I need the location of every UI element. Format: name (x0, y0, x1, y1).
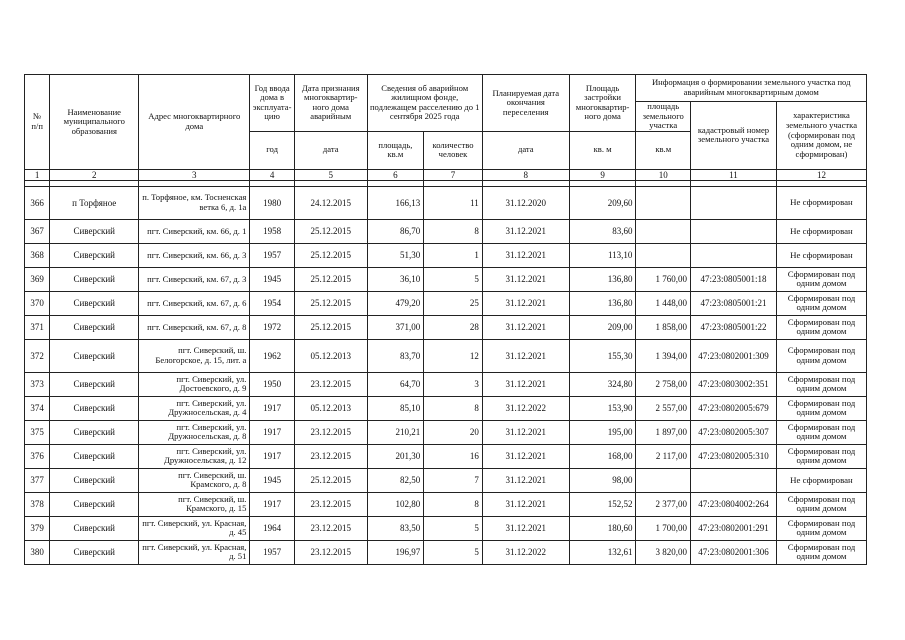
cadastral-number-cell (691, 243, 777, 267)
built-area-cell: 113,10 (569, 243, 636, 267)
people-count-cell: 25 (424, 291, 483, 315)
recognition-date-cell: 23.12.2015 (294, 516, 367, 540)
address-cell: пгт. Сиверский, ул. Достоевского, д. 9 (139, 372, 250, 396)
recognition-date-cell: 23.12.2015 (294, 492, 367, 516)
header-sub-date2: дата (482, 131, 569, 169)
year-cell: 1962 (250, 339, 294, 372)
people-count-cell: 16 (424, 444, 483, 468)
land-area-cell: 1 448,00 (636, 291, 691, 315)
column-number: 3 (139, 169, 250, 180)
built-area-cell: 132,61 (569, 540, 636, 564)
people-count-cell: 5 (424, 540, 483, 564)
table-row (25, 339, 867, 372)
recognition-date-cell: 25.12.2015 (294, 267, 367, 291)
municipality-cell: Сиверский (50, 243, 139, 267)
land-area-cell: 2 377,00 (636, 492, 691, 516)
cadastral-number-cell: 47:23:0802001:291 (691, 516, 777, 540)
planned-date-cell: 31.12.2021 (482, 372, 569, 396)
built-area-cell: 180,60 (569, 516, 636, 540)
municipality-cell: Сиверский (50, 468, 139, 492)
cadastral-number-cell: 47:23:0802005:307 (691, 420, 777, 444)
header-built-area: Площадь застройки многоквартир-ного дома (569, 75, 636, 132)
built-area-cell: 152,52 (569, 492, 636, 516)
area-cell: 83,50 (367, 516, 424, 540)
header-sub-sqm: кв. м (569, 131, 636, 169)
built-area-cell: 136,80 (569, 291, 636, 315)
land-area-cell (636, 468, 691, 492)
land-status-cell: Сформирован под одним домом (776, 315, 866, 339)
land-area-cell: 1 700,00 (636, 516, 691, 540)
people-count-cell: 8 (424, 492, 483, 516)
planned-date-cell: 31.12.2021 (482, 468, 569, 492)
municipality-cell: Сиверский (50, 291, 139, 315)
address-cell: пгт. Сиверский, ш. Белогорское, д. 15, лит. а (139, 339, 250, 372)
year-cell: 1964 (250, 516, 294, 540)
table-header (25, 75, 867, 181)
area-cell: 36,10 (367, 267, 424, 291)
area-cell: 85,10 (367, 396, 424, 420)
land-status-cell: Не сформирован (776, 243, 866, 267)
municipality-cell: Сиверский (50, 315, 139, 339)
year-cell: 1980 (250, 186, 294, 219)
table-row (25, 516, 867, 540)
land-area-cell: 2 117,00 (636, 444, 691, 468)
municipality-cell: Сиверский (50, 420, 139, 444)
planned-date-cell: 31.12.2021 (482, 219, 569, 243)
address-cell: пгт. Сиверский, ш. Крамского, д. 15 (139, 492, 250, 516)
header-sub-people: количество человек (424, 131, 483, 169)
header-year-commission: Год ввода дома в эксплуата-цию (250, 75, 294, 132)
column-number: 8 (482, 169, 569, 180)
land-area-cell: 2 758,00 (636, 372, 691, 396)
land-status-cell: Сформирован под одним домом (776, 291, 866, 315)
planned-date-cell: 31.12.2021 (482, 516, 569, 540)
header-planned-date: Планируемая дата окончания переселения (482, 75, 569, 132)
year-cell: 1917 (250, 444, 294, 468)
year-cell: 1917 (250, 420, 294, 444)
municipality-cell: Сиверский (50, 444, 139, 468)
address-cell: п. Торфяное, км. Тосненская ветка 6, д. 1а (139, 186, 250, 219)
planned-date-cell: 31.12.2021 (482, 291, 569, 315)
built-area-cell: 324,80 (569, 372, 636, 396)
municipality-cell: Сиверский (50, 492, 139, 516)
land-area-cell (636, 219, 691, 243)
land-area-cell: 1 760,00 (636, 267, 691, 291)
row-number: 375 (25, 420, 50, 444)
people-count-cell: 1 (424, 243, 483, 267)
column-number: 1 (25, 169, 50, 180)
address-cell: пгт. Сиверский, ш. Крамского, д. 8 (139, 468, 250, 492)
column-number: 9 (569, 169, 636, 180)
cadastral-number-cell: 47:23:0802005:679 (691, 396, 777, 420)
cadastral-number-cell (691, 186, 777, 219)
header-sub-sqm2: кв.м (636, 131, 691, 169)
cadastral-number-cell (691, 468, 777, 492)
land-status-cell: Сформирован под одним домом (776, 540, 866, 564)
recognition-date-cell: 05.12.2013 (294, 396, 367, 420)
table-row (25, 468, 867, 492)
table-row (25, 420, 867, 444)
cadastral-number-cell: 47:23:0802001:309 (691, 339, 777, 372)
column-number: 12 (776, 169, 866, 180)
land-status-cell: Сформирован под одним домом (776, 492, 866, 516)
land-area-cell: 1 858,00 (636, 315, 691, 339)
table-row (25, 267, 867, 291)
year-cell: 1945 (250, 468, 294, 492)
recognition-date-cell: 23.12.2015 (294, 444, 367, 468)
land-status-cell: Сформирован под одним домом (776, 396, 866, 420)
header-address: Адрес многоквартирного дома (139, 75, 250, 170)
header-date-recognized: Дата признания многоквартир-ного дома аварийным (294, 75, 367, 132)
cadastral-number-cell: 47:23:0802001:306 (691, 540, 777, 564)
table-row (25, 396, 867, 420)
land-status-cell: Сформирован под одним домом (776, 516, 866, 540)
row-number: 371 (25, 315, 50, 339)
table-row (25, 315, 867, 339)
year-cell: 1945 (250, 267, 294, 291)
people-count-cell: 8 (424, 396, 483, 420)
people-count-cell: 8 (424, 219, 483, 243)
land-status-cell: Не сформирован (776, 468, 866, 492)
cadastral-number-cell: 47:23:0805001:21 (691, 291, 777, 315)
land-status-cell: Сформирован под одним домом (776, 444, 866, 468)
area-cell: 51,30 (367, 243, 424, 267)
address-cell: пгт. Сиверский, км. 66, д. 1 (139, 219, 250, 243)
municipality-cell: Сиверский (50, 339, 139, 372)
row-number: 377 (25, 468, 50, 492)
header-sub-date: дата (294, 131, 367, 169)
planned-date-cell: 31.12.2021 (482, 492, 569, 516)
area-cell: 371,00 (367, 315, 424, 339)
year-cell: 1950 (250, 372, 294, 396)
row-number: 376 (25, 444, 50, 468)
land-status-cell: Сформирован под одним домом (776, 372, 866, 396)
planned-date-cell: 31.12.2021 (482, 267, 569, 291)
year-cell: 1972 (250, 315, 294, 339)
planned-date-cell: 31.12.2021 (482, 315, 569, 339)
area-cell: 64,70 (367, 372, 424, 396)
header-sub-area: площадь, кв.м (367, 131, 424, 169)
people-count-cell: 5 (424, 516, 483, 540)
row-number: 369 (25, 267, 50, 291)
area-cell: 201,30 (367, 444, 424, 468)
recognition-date-cell: 24.12.2015 (294, 186, 367, 219)
header-municipality: Наименование муниципального образования (50, 75, 139, 170)
municipality-cell: Сиверский (50, 540, 139, 564)
recognition-date-cell: 25.12.2015 (294, 315, 367, 339)
area-cell: 82,50 (367, 468, 424, 492)
land-area-cell: 2 557,00 (636, 396, 691, 420)
land-area-cell: 3 820,00 (636, 540, 691, 564)
address-cell: пгт. Сиверский, км. 66, д. 3 (139, 243, 250, 267)
year-cell: 1954 (250, 291, 294, 315)
people-count-cell: 20 (424, 420, 483, 444)
land-status-cell: Сформирован под одним домом (776, 267, 866, 291)
recognition-date-cell: 05.12.2013 (294, 339, 367, 372)
table-row (25, 219, 867, 243)
land-area-cell: 1 394,00 (636, 339, 691, 372)
cadastral-number-cell: 47:23:0805001:18 (691, 267, 777, 291)
row-number: 367 (25, 219, 50, 243)
header-emergency-info: Сведения об аварийном жилищном фонде, подлежащем расселению до 1 сентября 2025 года (367, 75, 482, 132)
recognition-date-cell: 23.12.2015 (294, 540, 367, 564)
built-area-cell: 155,30 (569, 339, 636, 372)
planned-date-cell: 31.12.2021 (482, 339, 569, 372)
municipality-cell: п Торфяное (50, 186, 139, 219)
resettlement-table (24, 74, 867, 565)
area-cell: 196,97 (367, 540, 424, 564)
address-cell: пгт. Сиверский, ул. Красная, д. 45 (139, 516, 250, 540)
year-cell: 1957 (250, 243, 294, 267)
built-area-cell: 153,90 (569, 396, 636, 420)
built-area-cell: 209,00 (569, 315, 636, 339)
row-number: 378 (25, 492, 50, 516)
recognition-date-cell: 25.12.2015 (294, 219, 367, 243)
address-cell: пгт. Сиверский, км. 67, д. 8 (139, 315, 250, 339)
recognition-date-cell: 25.12.2015 (294, 291, 367, 315)
cadastral-number-cell: 47:23:0805001:22 (691, 315, 777, 339)
planned-date-cell: 31.12.2020 (482, 186, 569, 219)
address-cell: пгт. Сиверский, ул. Красная, д. 51 (139, 540, 250, 564)
area-cell: 166,13 (367, 186, 424, 219)
year-cell: 1917 (250, 396, 294, 420)
land-area-cell: 1 897,00 (636, 420, 691, 444)
planned-date-cell: 31.12.2022 (482, 540, 569, 564)
municipality-cell: Сиверский (50, 219, 139, 243)
land-status-cell: Сформирован под одним домом (776, 420, 866, 444)
built-area-cell: 168,00 (569, 444, 636, 468)
year-cell: 1958 (250, 219, 294, 243)
row-number: 373 (25, 372, 50, 396)
land-area-cell (636, 186, 691, 219)
area-cell: 86,70 (367, 219, 424, 243)
people-count-cell: 5 (424, 267, 483, 291)
built-area-cell: 83,60 (569, 219, 636, 243)
cadastral-number-cell: 47:23:0802005:310 (691, 444, 777, 468)
row-number: 370 (25, 291, 50, 315)
header-cadastral: кадастровый номер земельного участка (691, 102, 777, 170)
row-number: 379 (25, 516, 50, 540)
area-cell: 83,70 (367, 339, 424, 372)
address-cell: пгт. Сиверский, км. 67, д. 6 (139, 291, 250, 315)
table-row (25, 243, 867, 267)
header-land-characteristic: характеристика земельного участка (сформирован под одним домом, не сформирован) (776, 102, 866, 170)
municipality-cell: Сиверский (50, 372, 139, 396)
address-cell: пгт. Сиверский, ул. Дружносельская, д. 8 (139, 420, 250, 444)
land-status-cell: Не сформирован (776, 186, 866, 219)
row-number: 374 (25, 396, 50, 420)
planned-date-cell: 31.12.2021 (482, 243, 569, 267)
people-count-cell: 3 (424, 372, 483, 396)
built-area-cell: 209,60 (569, 186, 636, 219)
municipality-cell: Сиверский (50, 396, 139, 420)
address-cell: пгт. Сиверский, км. 67, д. 3 (139, 267, 250, 291)
header-sub-year: год (250, 131, 294, 169)
people-count-cell: 12 (424, 339, 483, 372)
land-status-cell: Не сформирован (776, 219, 866, 243)
column-number: 7 (424, 169, 483, 180)
column-number: 10 (636, 169, 691, 180)
address-cell: пгт. Сиверский, ул. Дружносельская, д. 12 (139, 444, 250, 468)
area-cell: 210,21 (367, 420, 424, 444)
recognition-date-cell: 23.12.2015 (294, 420, 367, 444)
recognition-date-cell: 23.12.2015 (294, 372, 367, 396)
header-land-info: Информация о формировании земельного участка под аварийным многоквартирным домом (636, 75, 867, 102)
cadastral-number-cell: 47:23:0803002:351 (691, 372, 777, 396)
area-cell: 479,20 (367, 291, 424, 315)
table-row (25, 540, 867, 564)
table-row (25, 291, 867, 315)
table-body (25, 180, 867, 564)
column-number: 11 (691, 169, 777, 180)
land-status-cell: Сформирован под одним домом (776, 339, 866, 372)
land-area-cell (636, 243, 691, 267)
column-number-row (25, 169, 867, 180)
year-cell: 1957 (250, 540, 294, 564)
row-number: 380 (25, 540, 50, 564)
planned-date-cell: 31.12.2021 (482, 444, 569, 468)
row-number: 372 (25, 339, 50, 372)
address-cell: пгт. Сиверский, ул. Дружносельская, д. 4 (139, 396, 250, 420)
row-number: 366 (25, 186, 50, 219)
recognition-date-cell: 25.12.2015 (294, 243, 367, 267)
table-row (25, 372, 867, 396)
cadastral-number-cell: 47:23:0804002:264 (691, 492, 777, 516)
column-number: 6 (367, 169, 424, 180)
column-number: 2 (50, 169, 139, 180)
built-area-cell: 195,00 (569, 420, 636, 444)
cadastral-number-cell (691, 219, 777, 243)
built-area-cell: 136,80 (569, 267, 636, 291)
header-no: № п/п (25, 75, 50, 170)
people-count-cell: 11 (424, 186, 483, 219)
year-cell: 1917 (250, 492, 294, 516)
column-number: 5 (294, 169, 367, 180)
row-number: 368 (25, 243, 50, 267)
column-number: 4 (250, 169, 294, 180)
table-row (25, 492, 867, 516)
table-row (25, 444, 867, 468)
header-land-area: площадь земельного участка (636, 102, 691, 132)
table-row (25, 186, 867, 219)
planned-date-cell: 31.12.2021 (482, 420, 569, 444)
people-count-cell: 7 (424, 468, 483, 492)
area-cell: 102,80 (367, 492, 424, 516)
municipality-cell: Сиверский (50, 267, 139, 291)
municipality-cell: Сиверский (50, 516, 139, 540)
resettlement-table-sheet (24, 74, 867, 565)
people-count-cell: 28 (424, 315, 483, 339)
recognition-date-cell: 25.12.2015 (294, 468, 367, 492)
planned-date-cell: 31.12.2022 (482, 396, 569, 420)
built-area-cell: 98,00 (569, 468, 636, 492)
